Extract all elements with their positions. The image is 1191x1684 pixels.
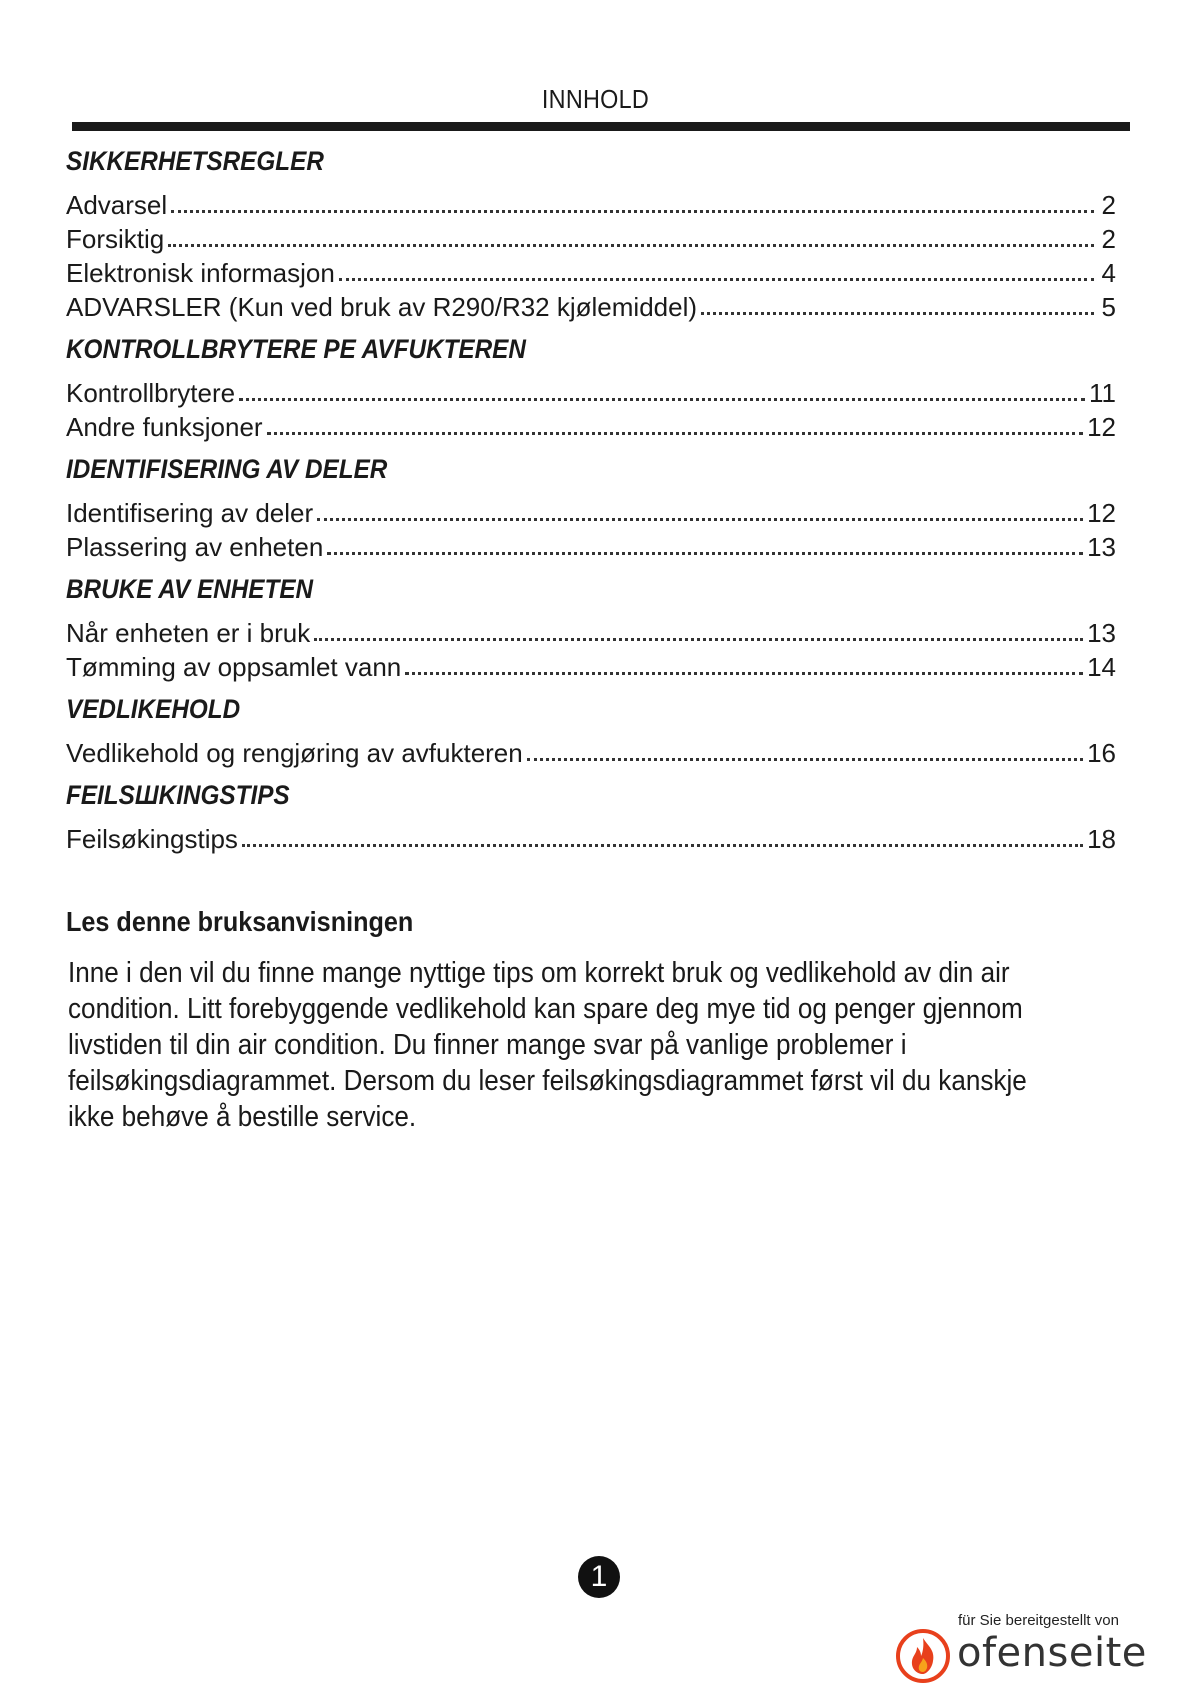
dot-leader bbox=[317, 517, 1083, 521]
toc-entry-page: 2 bbox=[1101, 224, 1116, 254]
read-section-title: Les denne bruksanvisningen bbox=[66, 906, 414, 937]
page-number-badge: 1 bbox=[578, 1556, 620, 1598]
dot-leader bbox=[314, 637, 1083, 641]
dot-leader bbox=[239, 397, 1085, 401]
toc-entry-page: 4 bbox=[1101, 258, 1116, 288]
toc-entry[interactable] bbox=[66, 188, 1116, 222]
toc-entry[interactable] bbox=[66, 256, 1116, 290]
dot-leader bbox=[405, 671, 1083, 675]
toc-entry-label: Tømming av oppsamlet vann bbox=[66, 652, 402, 682]
toc-entry-page: 11 bbox=[1089, 378, 1116, 408]
toc-entry-label: Identifisering av deler bbox=[66, 498, 314, 528]
dot-leader bbox=[267, 431, 1084, 435]
toc-entry-page: 2 bbox=[1101, 190, 1116, 220]
brand-logo[interactable] bbox=[895, 1628, 1147, 1684]
toc-entry[interactable] bbox=[66, 530, 1116, 564]
footer-credit: für Sie bereitgestellt von bbox=[958, 1612, 1119, 1629]
toc-entry-page: 13 bbox=[1087, 532, 1116, 562]
toc-entry[interactable] bbox=[66, 616, 1116, 650]
header-divider bbox=[72, 122, 1130, 131]
toc-section bbox=[66, 776, 1116, 856]
toc-entry-label: Når enheten er i bruk bbox=[66, 618, 311, 648]
toc-entry[interactable] bbox=[66, 222, 1116, 256]
toc-entry[interactable] bbox=[66, 650, 1116, 684]
toc-entry[interactable] bbox=[66, 822, 1116, 856]
toc-entry[interactable] bbox=[66, 290, 1116, 324]
toc-section-title: VEDLIKEHOLD bbox=[66, 694, 241, 724]
toc-entry-label: Feilsøkingstips bbox=[66, 824, 238, 854]
toc-entry-page: 13 bbox=[1087, 618, 1116, 648]
toc-entry[interactable] bbox=[66, 410, 1116, 444]
toc-section bbox=[66, 690, 1116, 770]
toc-section-title: IDENTIFISERING AV DELER bbox=[66, 454, 388, 484]
read-section-body: Inne i den vil du finne mange nyttige tips om korrekt bruk og vedlikehold av din air condition. Litt forebyggende vedlikehold kan spare deg mye tid og penger gjennom livstiden til din air condition. Du finner mange svar på vanlige problemer i feilsøkingsdiagrammet. Dersom du leser feilsøkingsdiagrammet først vil du kanskje ikke behøve å bestille service. bbox=[68, 957, 1027, 1133]
toc-entry-label: Elektronisk informasjon bbox=[66, 258, 335, 288]
toc-section bbox=[66, 450, 1116, 564]
toc-entry-page: 18 bbox=[1087, 824, 1116, 854]
toc-entry[interactable] bbox=[66, 376, 1116, 410]
toc-entry-page: 14 bbox=[1087, 652, 1116, 682]
flame-icon bbox=[895, 1628, 951, 1684]
dot-leader bbox=[168, 243, 1094, 247]
toc-entry-label: Vedlikehold og rengjøring av avfukteren bbox=[66, 738, 523, 768]
toc-entry-page: 16 bbox=[1087, 738, 1116, 768]
dot-leader bbox=[242, 843, 1083, 847]
toc-entry-label: ADVARSLER (Kun ved bruk av R290/R32 kjølemiddel) bbox=[66, 292, 698, 322]
toc-entry-page: 5 bbox=[1101, 292, 1116, 322]
toc-section-title: KONTROLLBRYTERE PE AVFUKTEREN bbox=[66, 334, 526, 364]
toc-entry-label: Advarsel bbox=[66, 190, 168, 220]
dot-leader bbox=[327, 551, 1083, 555]
table-of-contents bbox=[66, 142, 1116, 856]
toc-section-title: SIKKERHETSREGLER bbox=[66, 146, 324, 176]
toc-entry-page: 12 bbox=[1087, 498, 1116, 528]
toc-section-title: FEILSШKINGSTIPS bbox=[66, 780, 290, 810]
toc-entry-page: 12 bbox=[1087, 412, 1116, 442]
toc-section bbox=[66, 570, 1116, 684]
toc-entry-label: Forsiktig bbox=[66, 224, 165, 254]
brand-name: ofenseite bbox=[957, 1630, 1147, 1676]
toc-section bbox=[66, 142, 1116, 324]
dot-leader bbox=[527, 757, 1083, 761]
toc-entry[interactable] bbox=[66, 496, 1116, 530]
dot-leader bbox=[171, 209, 1094, 213]
toc-entry-label: Andre funksjoner bbox=[66, 412, 263, 442]
dot-leader bbox=[339, 277, 1094, 281]
dot-leader bbox=[701, 311, 1094, 315]
toc-section bbox=[66, 330, 1116, 444]
toc-entry[interactable] bbox=[66, 736, 1116, 770]
toc-section-title: BRUKE AV ENHETEN bbox=[66, 574, 314, 604]
toc-entry-label: Plassering av enheten bbox=[66, 532, 324, 562]
toc-entry-label: Kontrollbrytere bbox=[66, 378, 236, 408]
page-title: INNHOLD bbox=[541, 84, 650, 114]
